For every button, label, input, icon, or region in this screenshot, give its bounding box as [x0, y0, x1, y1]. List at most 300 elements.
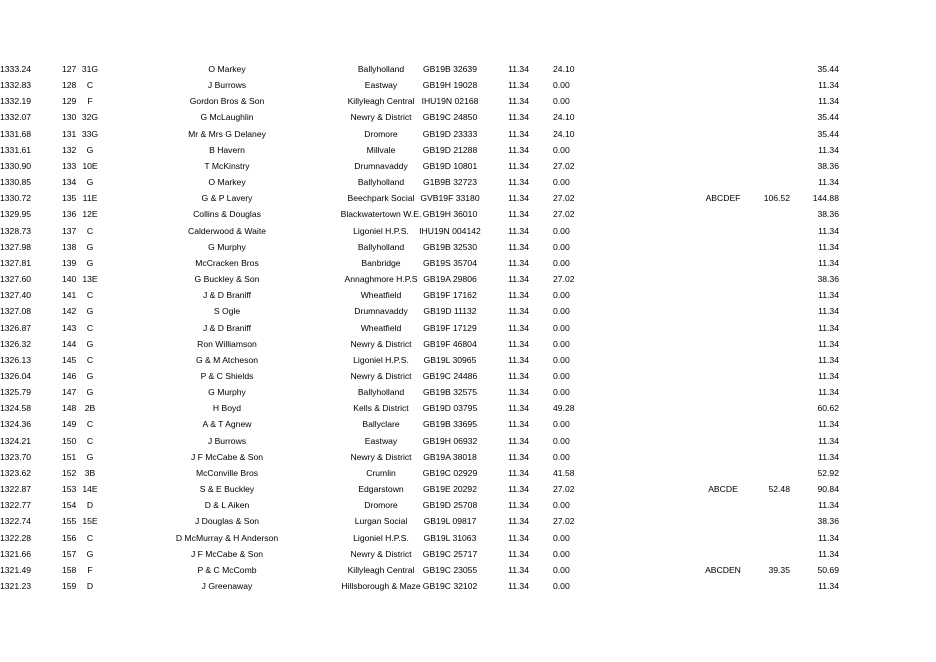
total-cell: 38.36 — [817, 209, 839, 220]
total-cell: 11.34 — [818, 96, 839, 107]
prize-code-cell: 31G — [81, 64, 99, 74]
position-cell: 147 — [62, 387, 77, 398]
velocity-cell: 1327.98 — [0, 241, 32, 252]
velocity-cell: 1322.87 — [0, 484, 32, 495]
prize-one-cell: 11.34 — [508, 160, 529, 171]
total-cell: 11.34 — [818, 419, 839, 430]
total-cell: 35.44 — [817, 112, 839, 123]
member-name-cell: G Murphy — [208, 387, 246, 398]
velocity-cell: 1326.13 — [0, 354, 32, 365]
position-cell: 142 — [62, 306, 77, 317]
table-row — [0, 304, 936, 320]
prize-two-cell: 27.02 — [553, 274, 575, 285]
total-cell: 11.34 — [818, 290, 839, 301]
ring-number-cell: GB19D 10801 — [422, 160, 478, 171]
ring-number-cell: GB19L 30965 — [423, 354, 477, 365]
ring-number-cell: GB19B 32575 — [423, 387, 477, 398]
prize-code-cell: C — [86, 225, 94, 236]
table-row — [0, 127, 936, 143]
table-row — [0, 62, 936, 78]
club-name-cell: Killyleagh Central — [347, 564, 415, 575]
club-name-cell: Crumlin — [366, 467, 396, 478]
total-cell: 35.44 — [817, 64, 839, 74]
prize-code-cell: C — [86, 354, 94, 365]
ring-number-cell: GB19B 33695 — [423, 419, 477, 430]
total-cell: 38.36 — [817, 274, 839, 285]
prize-code-cell: 13E — [82, 274, 98, 285]
prize-two-cell: 24.10 — [553, 112, 575, 123]
club-name-cell: Edgarstown — [358, 484, 404, 495]
ring-number-cell: GB19C 23055 — [422, 564, 478, 575]
total-cell: 11.34 — [818, 451, 839, 462]
member-name-cell: Mr & Mrs G Delaney — [188, 128, 266, 139]
position-cell: 127 — [62, 64, 77, 74]
total-cell: 11.34 — [818, 306, 839, 317]
prize-two-cell: 27.02 — [553, 209, 575, 220]
ring-number-cell: GB19B 32530 — [423, 241, 477, 252]
member-name-cell: J & D Braniff — [202, 322, 252, 333]
velocity-cell: 1326.04 — [0, 370, 32, 381]
prize-two-cell: 0.00 — [553, 338, 570, 349]
table-row — [0, 94, 936, 110]
position-cell: 158 — [62, 564, 77, 575]
ring-number-cell: GB19C 24486 — [422, 370, 478, 381]
member-name-cell: S Ogle — [213, 306, 241, 317]
total-cell: 11.34 — [818, 80, 839, 91]
prize-two-cell: 0.00 — [553, 581, 570, 591]
prize-one-cell: 11.34 — [508, 177, 529, 188]
position-cell: 134 — [62, 177, 77, 188]
prize-code-cell: 10E — [82, 160, 98, 171]
ring-number-cell: GB19F 17129 — [423, 322, 477, 333]
prize-code-cell: G — [86, 451, 94, 462]
velocity-cell: 1330.90 — [0, 160, 32, 171]
club-name-cell: Millvale — [366, 144, 396, 155]
prize-one-cell: 11.34 — [508, 548, 529, 559]
velocity-cell: 1326.32 — [0, 338, 32, 349]
prize-one-cell: 11.34 — [508, 322, 529, 333]
velocity-cell: 1321.49 — [0, 564, 32, 575]
total-cell: 38.36 — [817, 160, 839, 171]
table-row — [0, 78, 936, 94]
prize-one-cell: 11.34 — [508, 112, 529, 123]
position-cell: 148 — [62, 403, 77, 414]
total-cell: 11.34 — [818, 241, 839, 252]
club-name-cell: Eastway — [364, 80, 398, 91]
prize-one-cell: 11.34 — [508, 370, 529, 381]
prize-code-cell: C — [86, 532, 94, 543]
table-row — [0, 143, 936, 159]
member-name-cell: O Markey — [208, 64, 246, 74]
prize-two-cell: 0.00 — [553, 435, 570, 446]
total-cell: 11.34 — [818, 435, 839, 446]
prize-two-cell: 27.02 — [553, 484, 575, 495]
ring-number-cell: GB19A 29806 — [423, 274, 477, 285]
club-name-cell: Newry & District — [350, 338, 412, 349]
club-name-cell: Newry & District — [350, 451, 412, 462]
prize-two-cell: 0.00 — [553, 80, 570, 91]
table-row — [0, 256, 936, 272]
velocity-cell: 1327.60 — [0, 274, 32, 285]
prize-code-cell: G — [86, 548, 94, 559]
club-name-cell: Annaghmore H.P.S — [344, 274, 418, 285]
prize-two-cell: 0.00 — [553, 257, 570, 268]
total-cell: 60.62 — [817, 403, 839, 414]
velocity-cell: 1329.95 — [0, 209, 32, 220]
ring-number-cell: GB19E 20292 — [423, 484, 477, 495]
prize-two-cell: 0.00 — [553, 564, 570, 575]
prize-one-cell: 11.34 — [508, 128, 529, 139]
total-cell: 38.36 — [817, 516, 839, 527]
table-row — [0, 207, 936, 223]
member-name-cell: T McKinstry — [204, 160, 250, 171]
table-row — [0, 385, 936, 401]
velocity-cell: 1321.66 — [0, 548, 32, 559]
prize-two-cell: 24.10 — [553, 64, 575, 74]
pools-cell: ABCDEF — [705, 193, 741, 204]
club-name-cell: Ligoniel H.P.S. — [353, 532, 409, 543]
club-name-cell: Banbridge — [361, 257, 401, 268]
prize-two-cell: 49.28 — [553, 403, 575, 414]
prize-code-cell: G — [86, 257, 94, 268]
prize-one-cell: 11.34 — [508, 532, 529, 543]
prize-two-cell: 24.10 — [553, 128, 575, 139]
position-cell: 159 — [62, 581, 77, 591]
prize-code-cell: G — [86, 241, 94, 252]
prize-one-cell: 11.34 — [508, 403, 529, 414]
ring-number-cell: GB19L 09817 — [423, 516, 477, 527]
member-name-cell: S & E Buckley — [199, 484, 255, 495]
ring-number-cell: GB19H 36010 — [422, 209, 478, 220]
club-name-cell: Lurgan Social — [354, 516, 408, 527]
total-cell: 52.92 — [817, 467, 839, 478]
table-row — [0, 498, 936, 514]
table-row — [0, 482, 936, 498]
prize-one-cell: 11.34 — [508, 467, 529, 478]
table-row — [0, 434, 936, 450]
club-name-cell: Ballyholland — [357, 387, 405, 398]
club-name-cell: Newry & District — [350, 548, 412, 559]
member-name-cell: J Douglas & Son — [194, 516, 259, 527]
prize-code-cell: G — [86, 387, 94, 398]
club-name-cell: Beechpark Social — [347, 193, 415, 204]
prize-two-cell: 0.00 — [553, 387, 570, 398]
prize-one-cell: 11.34 — [508, 387, 529, 398]
ring-number-cell: GB19F 46804 — [423, 338, 477, 349]
table-row — [0, 531, 936, 547]
total-cell: 35.44 — [817, 128, 839, 139]
prize-one-cell: 11.34 — [508, 419, 529, 430]
velocity-cell: 1325.79 — [0, 387, 32, 398]
table-row — [0, 159, 936, 175]
member-name-cell: Calderwood & Waite — [187, 225, 266, 236]
velocity-cell: 1322.77 — [0, 500, 32, 511]
ring-number-cell: GB19D 11132 — [423, 306, 477, 317]
prize-one-cell: 11.34 — [508, 484, 529, 495]
prize-two-cell: 0.00 — [553, 451, 570, 462]
ring-number-cell: GB19F 17162 — [423, 290, 477, 301]
position-cell: 139 — [62, 257, 77, 268]
prize-two-cell: 0.00 — [553, 225, 570, 236]
table-row — [0, 579, 936, 595]
table-row — [0, 466, 936, 482]
member-name-cell: P & C McComb — [197, 564, 257, 575]
position-cell: 145 — [62, 354, 77, 365]
member-name-cell: G McLaughlin — [200, 112, 254, 123]
prize-one-cell: 11.34 — [508, 435, 529, 446]
table-row — [0, 224, 936, 240]
pool-amount-cell: 106.52 — [763, 193, 790, 204]
prize-two-cell: 41.58 — [553, 467, 575, 478]
prize-one-cell: 11.34 — [508, 274, 529, 285]
prize-one-cell: 11.34 — [508, 516, 529, 527]
velocity-cell: 1332.19 — [0, 96, 32, 107]
prize-one-cell: 11.34 — [508, 564, 529, 575]
club-name-cell: Newry & District — [350, 370, 412, 381]
club-name-cell: Wheatfield — [360, 322, 402, 333]
prize-code-cell: F — [87, 96, 93, 107]
ring-number-cell: IHU19N 02168 — [421, 96, 479, 107]
club-name-cell: Newry & District — [350, 112, 412, 123]
member-name-cell: G & M Atcheson — [195, 354, 259, 365]
table-row — [0, 417, 936, 433]
prize-two-cell: 27.02 — [553, 516, 575, 527]
member-name-cell: O Markey — [208, 177, 246, 188]
member-name-cell: J Burrows — [207, 435, 247, 446]
prize-two-cell: 0.00 — [553, 290, 570, 301]
prize-code-cell: 14E — [82, 484, 98, 495]
position-cell: 138 — [62, 241, 77, 252]
position-cell: 154 — [62, 500, 77, 511]
position-cell: 140 — [62, 274, 77, 285]
member-name-cell: D McMurray & H Anderson — [175, 532, 279, 543]
table-row — [0, 191, 936, 207]
club-name-cell: Killyleagh Central — [347, 96, 415, 107]
prize-two-cell: 27.02 — [553, 160, 575, 171]
prize-two-cell: 0.00 — [553, 370, 570, 381]
total-cell: 50.69 — [817, 564, 839, 575]
velocity-cell: 1322.74 — [0, 516, 32, 527]
ring-number-cell: GB19D 25708 — [422, 500, 478, 511]
member-name-cell: G & P Lavery — [201, 193, 253, 204]
prize-two-cell: 0.00 — [553, 144, 570, 155]
ring-number-cell: G1B9B 32723 — [423, 177, 477, 188]
prize-one-cell: 11.34 — [508, 354, 529, 365]
ring-number-cell: GB19D 21288 — [422, 144, 478, 155]
position-cell: 135 — [62, 193, 77, 204]
prize-code-cell: G — [86, 144, 94, 155]
club-name-cell: Drumnavaddy — [354, 160, 408, 171]
prize-code-cell: D — [86, 581, 94, 591]
club-name-cell: Dromore — [364, 128, 398, 139]
total-cell: 11.34 — [818, 370, 839, 381]
prize-code-cell: C — [86, 419, 94, 430]
table-row — [0, 288, 936, 304]
position-cell: 137 — [62, 225, 77, 236]
position-cell: 150 — [62, 435, 77, 446]
ring-number-cell: GB19S 35704 — [423, 257, 477, 268]
prize-code-cell: 12E — [82, 209, 98, 220]
prize-two-cell: 0.00 — [553, 96, 570, 107]
table-row — [0, 272, 936, 288]
pools-cell: ABCDE — [708, 484, 738, 495]
table-row — [0, 110, 936, 126]
table-row — [0, 450, 936, 466]
club-name-cell: Wheatfield — [360, 290, 402, 301]
prize-code-cell: C — [86, 290, 94, 301]
total-cell: 11.34 — [818, 177, 839, 188]
prize-code-cell: 32G — [81, 112, 99, 123]
prize-one-cell: 11.34 — [508, 80, 529, 91]
pool-amount-cell: 52.48 — [768, 484, 790, 495]
ring-number-cell: GB19H 06932 — [422, 435, 478, 446]
member-name-cell: J F McCabe & Son — [190, 548, 264, 559]
total-cell: 11.34 — [818, 387, 839, 398]
velocity-cell: 1327.81 — [0, 257, 32, 268]
velocity-cell: 1323.70 — [0, 451, 32, 462]
club-name-cell: Kells & District — [353, 403, 409, 414]
prize-code-cell: C — [86, 435, 94, 446]
member-name-cell: Ron Williamson — [197, 338, 257, 349]
prize-two-cell: 0.00 — [553, 241, 570, 252]
position-cell: 136 — [62, 209, 77, 220]
velocity-cell: 1331.68 — [0, 128, 32, 139]
member-name-cell: D & L Aiken — [204, 500, 250, 511]
club-name-cell: Blackwatertown W.E. — [340, 209, 422, 220]
ring-number-cell: GB19D 03795 — [422, 403, 478, 414]
prize-code-cell: C — [86, 322, 94, 333]
prize-two-cell: 0.00 — [553, 419, 570, 430]
prize-two-cell: 0.00 — [553, 177, 570, 188]
prize-code-cell: G — [86, 306, 94, 317]
table-row — [0, 175, 936, 191]
position-cell: 132 — [62, 144, 77, 155]
velocity-cell: 1332.07 — [0, 112, 32, 123]
prize-code-cell: 33G — [81, 128, 99, 139]
position-cell: 133 — [62, 160, 77, 171]
prize-one-cell: 11.34 — [508, 306, 529, 317]
prize-one-cell: 11.34 — [508, 193, 529, 204]
club-name-cell: Ligoniel H.P.S. — [353, 354, 409, 365]
velocity-cell: 1324.58 — [0, 403, 32, 414]
position-cell: 155 — [62, 516, 77, 527]
position-cell: 144 — [62, 338, 77, 349]
member-name-cell: J Burrows — [207, 80, 247, 91]
prize-one-cell: 11.34 — [508, 144, 529, 155]
total-cell: 11.34 — [818, 322, 839, 333]
club-name-cell: Dromore — [364, 500, 398, 511]
club-name-cell: Ballyclare — [362, 419, 400, 430]
position-cell: 128 — [62, 80, 77, 91]
velocity-cell: 1328.73 — [0, 225, 32, 236]
prize-two-cell: 0.00 — [553, 354, 570, 365]
position-cell: 152 — [62, 467, 77, 478]
prize-one-cell: 11.34 — [508, 96, 529, 107]
member-name-cell: J & D Braniff — [202, 290, 252, 301]
velocity-cell: 1324.36 — [0, 419, 32, 430]
table-row — [0, 321, 936, 337]
position-cell: 146 — [62, 370, 77, 381]
velocity-cell: 1326.87 — [0, 322, 32, 333]
member-name-cell: McConville Bros — [195, 467, 259, 478]
position-cell: 149 — [62, 419, 77, 430]
ring-number-cell: GB19B 32639 — [423, 64, 477, 74]
ring-number-cell: GVB19F 33180 — [420, 193, 480, 204]
position-cell: 157 — [62, 548, 77, 559]
velocity-cell: 1323.62 — [0, 467, 32, 478]
club-name-cell: Ballyholland — [357, 64, 405, 74]
prize-two-cell: 0.00 — [553, 322, 570, 333]
member-name-cell: A & T Agnew — [202, 419, 252, 430]
total-cell: 11.34 — [818, 354, 839, 365]
club-name-cell: Hillsborough & Maze — [341, 581, 421, 591]
prize-one-cell: 11.34 — [508, 500, 529, 511]
prize-two-cell: 27.02 — [553, 193, 575, 204]
prize-one-cell: 11.34 — [508, 338, 529, 349]
club-name-cell: Ligoniel H.P.S. — [353, 225, 409, 236]
prize-code-cell: G — [86, 338, 94, 349]
ring-number-cell: GB19H 19028 — [422, 80, 478, 91]
velocity-cell: 1324.21 — [0, 435, 32, 446]
table-row — [0, 353, 936, 369]
prize-code-cell: 11E — [82, 193, 98, 204]
ring-number-cell: GB19C 24850 — [422, 112, 478, 123]
member-name-cell: G Murphy — [208, 241, 246, 252]
member-name-cell: Collins & Douglas — [193, 209, 261, 220]
prize-one-cell: 11.34 — [508, 581, 529, 591]
position-cell: 129 — [62, 96, 77, 107]
total-cell: 11.34 — [818, 500, 839, 511]
prize-two-cell: 0.00 — [553, 500, 570, 511]
velocity-cell: 1331.61 — [0, 144, 32, 155]
position-cell: 156 — [62, 532, 77, 543]
member-name-cell: McCracken Bros — [195, 257, 259, 268]
ring-number-cell: GB19C 32102 — [422, 581, 478, 591]
prize-one-cell: 11.34 — [508, 241, 529, 252]
total-cell: 11.34 — [818, 548, 839, 559]
table-row — [0, 337, 936, 353]
table-row — [0, 563, 936, 579]
velocity-cell: 1332.83 — [0, 80, 32, 91]
pools-cell: ABCDEN — [705, 564, 741, 575]
position-cell: 131 — [62, 128, 77, 139]
prize-one-cell: 11.34 — [508, 64, 529, 74]
total-cell: 144.88 — [812, 193, 839, 204]
member-name-cell: B Havern — [209, 144, 245, 155]
total-cell: 11.34 — [818, 581, 839, 591]
prize-code-cell: C — [86, 80, 94, 91]
table-row — [0, 240, 936, 256]
member-name-cell: J F McCabe & Son — [190, 451, 264, 462]
member-name-cell: P & C Shields — [200, 370, 254, 381]
velocity-cell: 1327.40 — [0, 290, 32, 301]
ring-number-cell: GB19C 25717 — [422, 548, 478, 559]
total-cell: 90.84 — [817, 484, 839, 495]
table-row — [0, 547, 936, 563]
table-row — [0, 514, 936, 530]
prize-code-cell: 15E — [82, 516, 98, 527]
table-row — [0, 401, 936, 417]
total-cell: 11.34 — [818, 225, 839, 236]
velocity-cell: 1321.23 — [0, 581, 32, 591]
prize-one-cell: 11.34 — [508, 290, 529, 301]
total-cell: 11.34 — [818, 338, 839, 349]
total-cell: 11.34 — [818, 532, 839, 543]
prize-two-cell: 0.00 — [553, 532, 570, 543]
prize-one-cell: 11.34 — [508, 451, 529, 462]
table-row — [0, 369, 936, 385]
prize-code-cell: G — [86, 370, 94, 381]
